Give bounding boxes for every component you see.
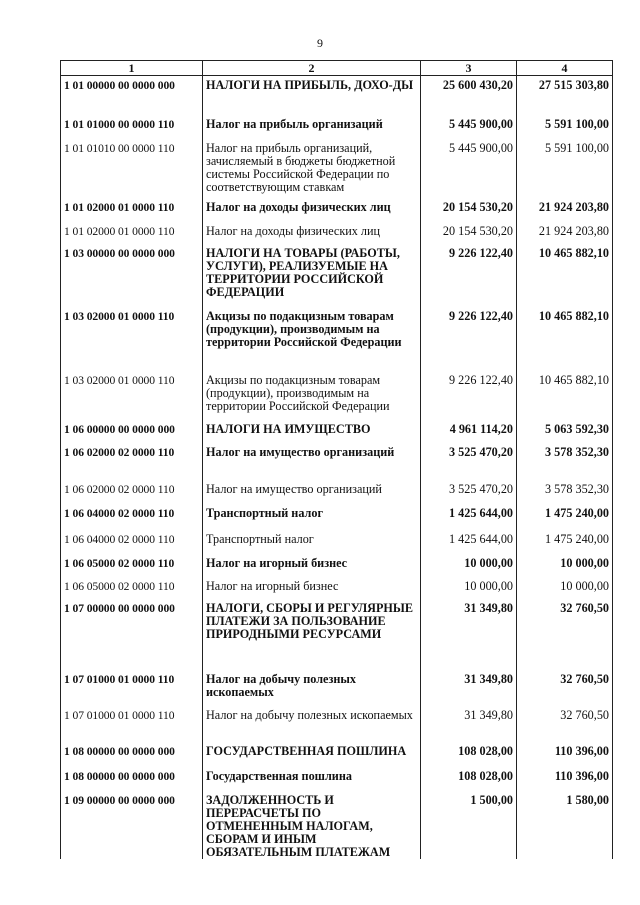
amount-col4: 110 396,00 xyxy=(517,742,613,767)
revenue-name: Налог на игорный бизнес xyxy=(203,554,421,577)
amount-col3: 4 961 114,20 xyxy=(421,420,517,443)
table-header xyxy=(61,61,613,76)
amount-col4: 21 924 203,80 xyxy=(517,198,613,222)
amount-col3: 25 600 430,20 xyxy=(421,76,517,116)
amount-col3: 1 500,00 xyxy=(421,791,517,859)
amount-col3: 3 525 470,20 xyxy=(421,443,517,480)
revenue-table xyxy=(60,60,613,859)
budget-code: 1 01 01000 00 0000 110 xyxy=(61,115,203,139)
amount-col3: 1 425 644,00 xyxy=(421,504,517,530)
column-header-1: 1 xyxy=(61,61,203,76)
amount-col4: 5 591 100,00 xyxy=(517,115,613,139)
amount-col3: 31 349,80 xyxy=(421,670,517,706)
table-row xyxy=(61,198,613,222)
table-row xyxy=(61,670,613,706)
revenue-name: Транспортный налог xyxy=(203,530,421,554)
column-header-4: 4 xyxy=(517,61,613,76)
amount-col4: 1 475 240,00 xyxy=(517,504,613,530)
revenue-name: Налог на доходы физических лиц xyxy=(203,198,421,222)
revenue-name: Налог на имущество организаций xyxy=(203,480,421,504)
amount-col3: 3 525 470,20 xyxy=(421,480,517,504)
amount-col3: 9 226 122,40 xyxy=(421,371,517,420)
table-row xyxy=(61,222,613,244)
table-row xyxy=(61,139,613,198)
table-row xyxy=(61,791,613,859)
column-header-2: 2 xyxy=(203,61,421,76)
table-row xyxy=(61,307,613,371)
budget-code: 1 07 01000 01 0000 110 xyxy=(61,670,203,706)
revenue-name: Налог на прибыль организаций, зачисляемый в бюджеты бюджетной системы Российской Федерации по соответствующим ставкам xyxy=(203,139,421,198)
amount-col4: 3 578 352,30 xyxy=(517,480,613,504)
table-row xyxy=(61,530,613,554)
budget-code: 1 03 00000 00 0000 000 xyxy=(61,244,203,307)
table-row xyxy=(61,504,613,530)
table-row xyxy=(61,706,613,742)
amount-col3: 10 000,00 xyxy=(421,554,517,577)
budget-code: 1 06 02000 02 0000 110 xyxy=(61,443,203,480)
table-row xyxy=(61,371,613,420)
table-row xyxy=(61,443,613,480)
budget-code: 1 09 00000 00 0000 000 xyxy=(61,791,203,859)
amount-col3: 20 154 530,20 xyxy=(421,198,517,222)
amount-col4: 10 465 882,10 xyxy=(517,244,613,307)
budget-code: 1 01 02000 01 0000 110 xyxy=(61,198,203,222)
budget-code: 1 07 01000 01 0000 110 xyxy=(61,706,203,742)
budget-code: 1 03 02000 01 0000 110 xyxy=(61,371,203,420)
revenue-name: ЗАДОЛЖЕННОСТЬ И ПЕРЕРАСЧЕТЫ ПО ОТМЕНЕННЫМ НАЛОГАМ, СБОРАМ И ИНЫМ ОБЯЗАТЕЛЬНЫМ ПЛАТЕЖАМ xyxy=(203,791,421,859)
table-row xyxy=(61,480,613,504)
amount-col4: 32 760,50 xyxy=(517,670,613,706)
amount-col3: 5 445 900,00 xyxy=(421,115,517,139)
budget-code: 1 03 02000 01 0000 110 xyxy=(61,307,203,371)
table-row xyxy=(61,767,613,791)
amount-col4: 1 580,00 xyxy=(517,791,613,859)
amount-col3: 31 349,80 xyxy=(421,599,517,670)
revenue-name: Налог на доходы физических лиц xyxy=(203,222,421,244)
table-row xyxy=(61,554,613,577)
budget-code: 1 06 05000 02 0000 110 xyxy=(61,577,203,599)
budget-code: 1 01 00000 00 0000 000 xyxy=(61,76,203,116)
amount-col3: 9 226 122,40 xyxy=(421,307,517,371)
budget-code: 1 01 02000 01 0000 110 xyxy=(61,222,203,244)
budget-code: 1 08 00000 00 0000 000 xyxy=(61,742,203,767)
amount-col4: 10 000,00 xyxy=(517,554,613,577)
table-row xyxy=(61,76,613,116)
column-header-3: 3 xyxy=(421,61,517,76)
revenue-name: НАЛОГИ НА ИМУЩЕСТВО xyxy=(203,420,421,443)
amount-col3: 9 226 122,40 xyxy=(421,244,517,307)
budget-code: 1 06 00000 00 0000 000 xyxy=(61,420,203,443)
amount-col4: 5 591 100,00 xyxy=(517,139,613,198)
amount-col4: 10 465 882,10 xyxy=(517,307,613,371)
amount-col4: 32 760,50 xyxy=(517,599,613,670)
revenue-name: Налог на добычу полезных ископаемых xyxy=(203,706,421,742)
amount-col3: 108 028,00 xyxy=(421,767,517,791)
revenue-name: Налог на прибыль организаций xyxy=(203,115,421,139)
budget-code: 1 06 04000 02 0000 110 xyxy=(61,530,203,554)
amount-col3: 31 349,80 xyxy=(421,706,517,742)
amount-col4: 10 000,00 xyxy=(517,577,613,599)
revenue-name: НАЛОГИ НА ПРИБЫЛЬ, ДОХО-ДЫ xyxy=(203,76,421,116)
revenue-name: НАЛОГИ, СБОРЫ И РЕГУЛЯРНЫЕ ПЛАТЕЖИ ЗА ПОЛЬЗОВАНИЕ ПРИРОДНЫМИ РЕСУРСАМИ xyxy=(203,599,421,670)
amount-col3: 5 445 900,00 xyxy=(421,139,517,198)
revenue-name: Налог на добычу полезных ископаемых xyxy=(203,670,421,706)
budget-code: 1 08 00000 00 0000 000 xyxy=(61,767,203,791)
amount-col4: 1 475 240,00 xyxy=(517,530,613,554)
amount-col3: 1 425 644,00 xyxy=(421,530,517,554)
table-row xyxy=(61,115,613,139)
table-row xyxy=(61,742,613,767)
amount-col3: 20 154 530,20 xyxy=(421,222,517,244)
amount-col4: 110 396,00 xyxy=(517,767,613,791)
budget-code: 1 07 00000 00 0000 000 xyxy=(61,599,203,670)
amount-col4: 3 578 352,30 xyxy=(517,443,613,480)
revenue-name: Государственная пошлина xyxy=(203,767,421,791)
revenue-name: Налог на игорный бизнес xyxy=(203,577,421,599)
amount-col3: 10 000,00 xyxy=(421,577,517,599)
table-row xyxy=(61,420,613,443)
amount-col3: 108 028,00 xyxy=(421,742,517,767)
table-row xyxy=(61,599,613,670)
revenue-name: Налог на имущество организаций xyxy=(203,443,421,480)
amount-col4: 27 515 303,80 xyxy=(517,76,613,116)
amount-col4: 5 063 592,30 xyxy=(517,420,613,443)
page-number: 9 xyxy=(317,36,323,50)
budget-code: 1 06 04000 02 0000 110 xyxy=(61,504,203,530)
budget-code: 1 01 01010 00 0000 110 xyxy=(61,139,203,198)
table-row xyxy=(61,244,613,307)
budget-code: 1 06 02000 02 0000 110 xyxy=(61,480,203,504)
revenue-name: ГОСУДАРСТВЕННАЯ ПОШЛИНА xyxy=(203,742,421,767)
amount-col4: 21 924 203,80 xyxy=(517,222,613,244)
revenue-name: Транспортный налог xyxy=(203,504,421,530)
revenue-name: НАЛОГИ НА ТОВАРЫ (РАБОТЫ, УСЛУГИ), РЕАЛИЗУЕМЫЕ НА ТЕРРИТОРИИ РОССИЙСКОЙ ФЕДЕРАЦИИ xyxy=(203,244,421,307)
budget-code: 1 06 05000 02 0000 110 xyxy=(61,554,203,577)
amount-col4: 32 760,50 xyxy=(517,706,613,742)
table-row xyxy=(61,577,613,599)
amount-col4: 10 465 882,10 xyxy=(517,371,613,420)
revenue-name: Акцизы по подакцизным товарам (продукции), производимым на территории Российской Федерации xyxy=(203,307,421,371)
revenue-name: Акцизы по подакцизным товарам (продукции), производимым на территории Российской Федерации xyxy=(203,371,421,420)
